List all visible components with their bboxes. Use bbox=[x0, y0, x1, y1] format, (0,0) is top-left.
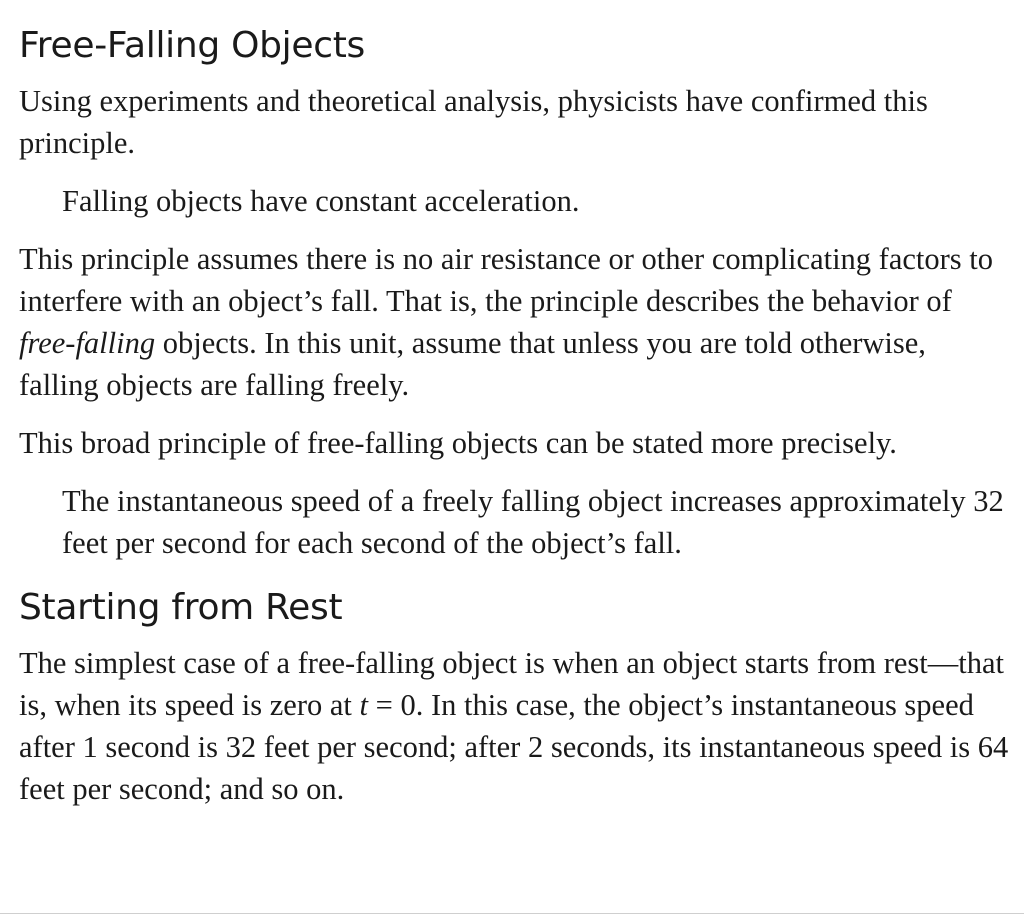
section-title-starting-from-rest: Starting from Rest bbox=[19, 587, 343, 628]
rest-text-2: . In this case, the object’s instantaneous speed after 1 second is 32 feet per second; after 2 seconds, its instantaneous speed is 64 feet per second; and so on. bbox=[19, 688, 1009, 806]
explanation-text-2: objects. In this unit, assume that unless you are told otherwise, falling objects are falling freely. bbox=[19, 326, 926, 402]
equation-text: = 0 bbox=[368, 688, 416, 722]
section-title-free-falling: Free-Falling Objects bbox=[19, 25, 365, 66]
document-page bbox=[19, 18, 1013, 826]
explanation-paragraph bbox=[19, 238, 1013, 406]
precise-principle-statement: The instantaneous speed of a freely falling object increases approximately 32 feet per second for each second of the object’s fall. bbox=[62, 484, 1004, 560]
broad-principle-paragraph: This broad principle of free-falling objects can be stated more precisely. bbox=[19, 426, 897, 460]
rest-text-1: The simplest case of a free-falling object is when an object starts from rest—that is, when its speed is zero at bbox=[19, 646, 1004, 722]
emphasis-free-falling: free-falling bbox=[19, 326, 156, 360]
page-bottom-divider bbox=[0, 913, 1024, 914]
variable-t: t bbox=[359, 688, 368, 722]
intro-paragraph: Using experiments and theoretical analysis, physicists have confirmed this principle. bbox=[19, 84, 928, 160]
principle-statement: Falling objects have constant acceleration. bbox=[62, 184, 580, 218]
starting-from-rest-paragraph bbox=[19, 642, 1013, 810]
explanation-text-1: This principle assumes there is no air resistance or other complicating factors to interfere with an object’s fall. That is, the principle describes the behavior of bbox=[19, 242, 994, 318]
